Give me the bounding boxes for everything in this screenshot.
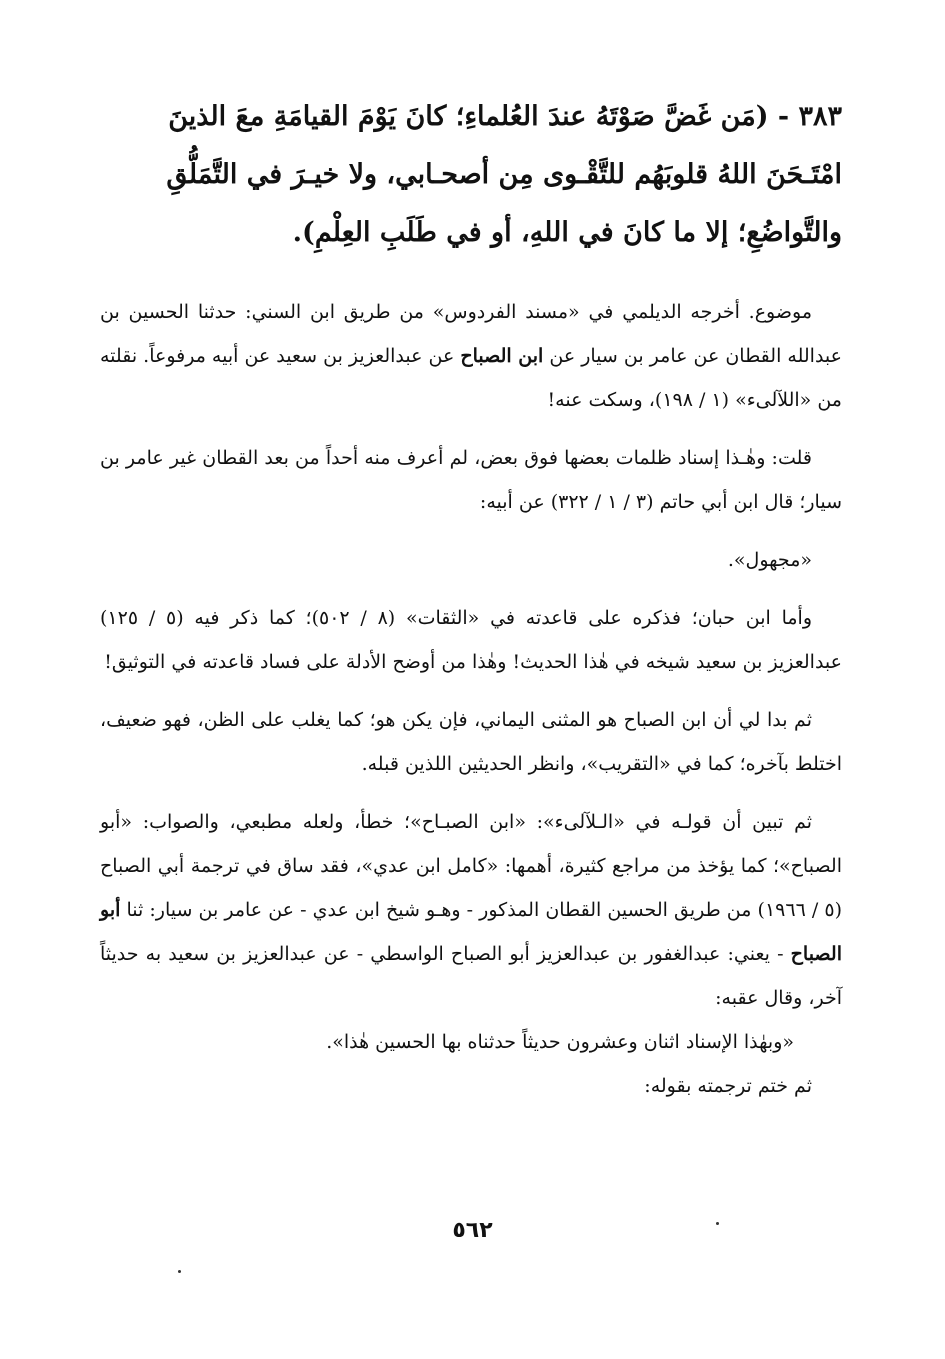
paragraph-isnad-critique: قلت: وهٰـذا إسناد ظلمات بعضها فوق بعض، لم أعرف منه أحداً من بعد القطان غير عامر بن سيار؛ قال ابن أبي حاتم (٣ / ١ / ٣٢٢) عن أبيه:	[100, 447, 842, 513]
narrator-name-bold: ابن الصباح	[460, 345, 544, 367]
paragraph-quote-majhul: «مجهول».	[727, 549, 812, 571]
hadith-text-line-3: والتَّواضُعِ؛ إلا ما كانَ في اللهِ، أو في طَلَبِ العِلْمِ).	[292, 217, 842, 248]
narrator-name-bold: أبو الصباح	[100, 899, 842, 965]
paragraph-closing: ثم ختم ترجمته بقوله:	[644, 1075, 812, 1097]
paragraph-takhrij	[100, 290, 842, 422]
hadith-text-line-1: - (مَن غَضَّ صَوْتَهُ عندَ العُلماءِ؛ كانَ يَوْمَ القيامَةِ معَ الذينَ	[168, 101, 790, 132]
paragraph-ibn-hibban: وأما ابن حبان؛ فذكره على قاعدته في «الثقات» (٨ / ٥٠٢)؛ كما ذكر فيه (٥ / ١٢٥) عبدالعزيز بن سعيد شيخه في هٰذا الحديث! وهٰذا من أوضح الأدلة على فساد قاعدته في التوثيق!	[100, 607, 842, 673]
paragraph-text: ثم تبين أن قولـه في «الـلآلىء»: «ابن الصبـاح»؛ خطأ، ولعله مطبعي، والصواب: «أبو الصباح»؛ كما يؤخذ من مراجع كثيرة، أهمها: «كامل ابن عدي»، فقد ساق في ترجمة أبي الصباح (٥ / ١٩٦٦) من طريق الحسين القطان المذكور - وهـو شيخ ابن عدي - عن عامر بن سيار: ثنا	[100, 811, 842, 921]
page-body	[100, 88, 842, 1348]
paragraph-quote-ibn-adi: «وبهٰذا الإسناد اثنان وعشرون حديثاً حدثناه بها الحسين هٰذا».	[326, 1031, 794, 1053]
paragraph-text: - يعني: عبدالغفور بن عبدالعزيز أبو الصباح الواسطي - عن عبدالعزيز بن سعيد به حديثاً آخر، وقال عقبه:	[100, 943, 842, 1009]
hadith-number: ٣٨٣	[798, 101, 842, 132]
paragraph-correction	[100, 800, 842, 1020]
paragraph-text: موضوع. أخرجه الديلمي في «مسند الفردوس» من طريق ابن السني: حدثنا الحسين بن عبدالله القطان عن عامر بن سيار عن	[100, 301, 842, 367]
paragraph-text: عن عبدالعزيز بن سعيد عن أبيه مرفوعاً. نقلته من «اللآلىء» (١ / ١٩٨)، وسكت عنه!	[100, 345, 842, 411]
scan-speck	[716, 1222, 719, 1225]
scan-speck	[178, 1270, 181, 1273]
paragraph-ibn-sabbah: ثم بدا لي أن ابن الصباح هو المثنى اليماني، فإن يكن هو؛ كما يغلب على الظن، فهو ضعيف، اختلط بآخره؛ كما في «التقريب»، وانظر الحديثين اللذين قبله.	[100, 709, 842, 775]
page-number: ٥٦٢	[452, 1218, 493, 1243]
hadith-text-line-2: امْتَـحَنَ اللهُ قلوبَهُم للتَّقْـوى مِن أصحـابي، ولا خيـرَ في التَّمَلُّقِ	[166, 159, 842, 190]
hadith-heading	[100, 88, 842, 262]
